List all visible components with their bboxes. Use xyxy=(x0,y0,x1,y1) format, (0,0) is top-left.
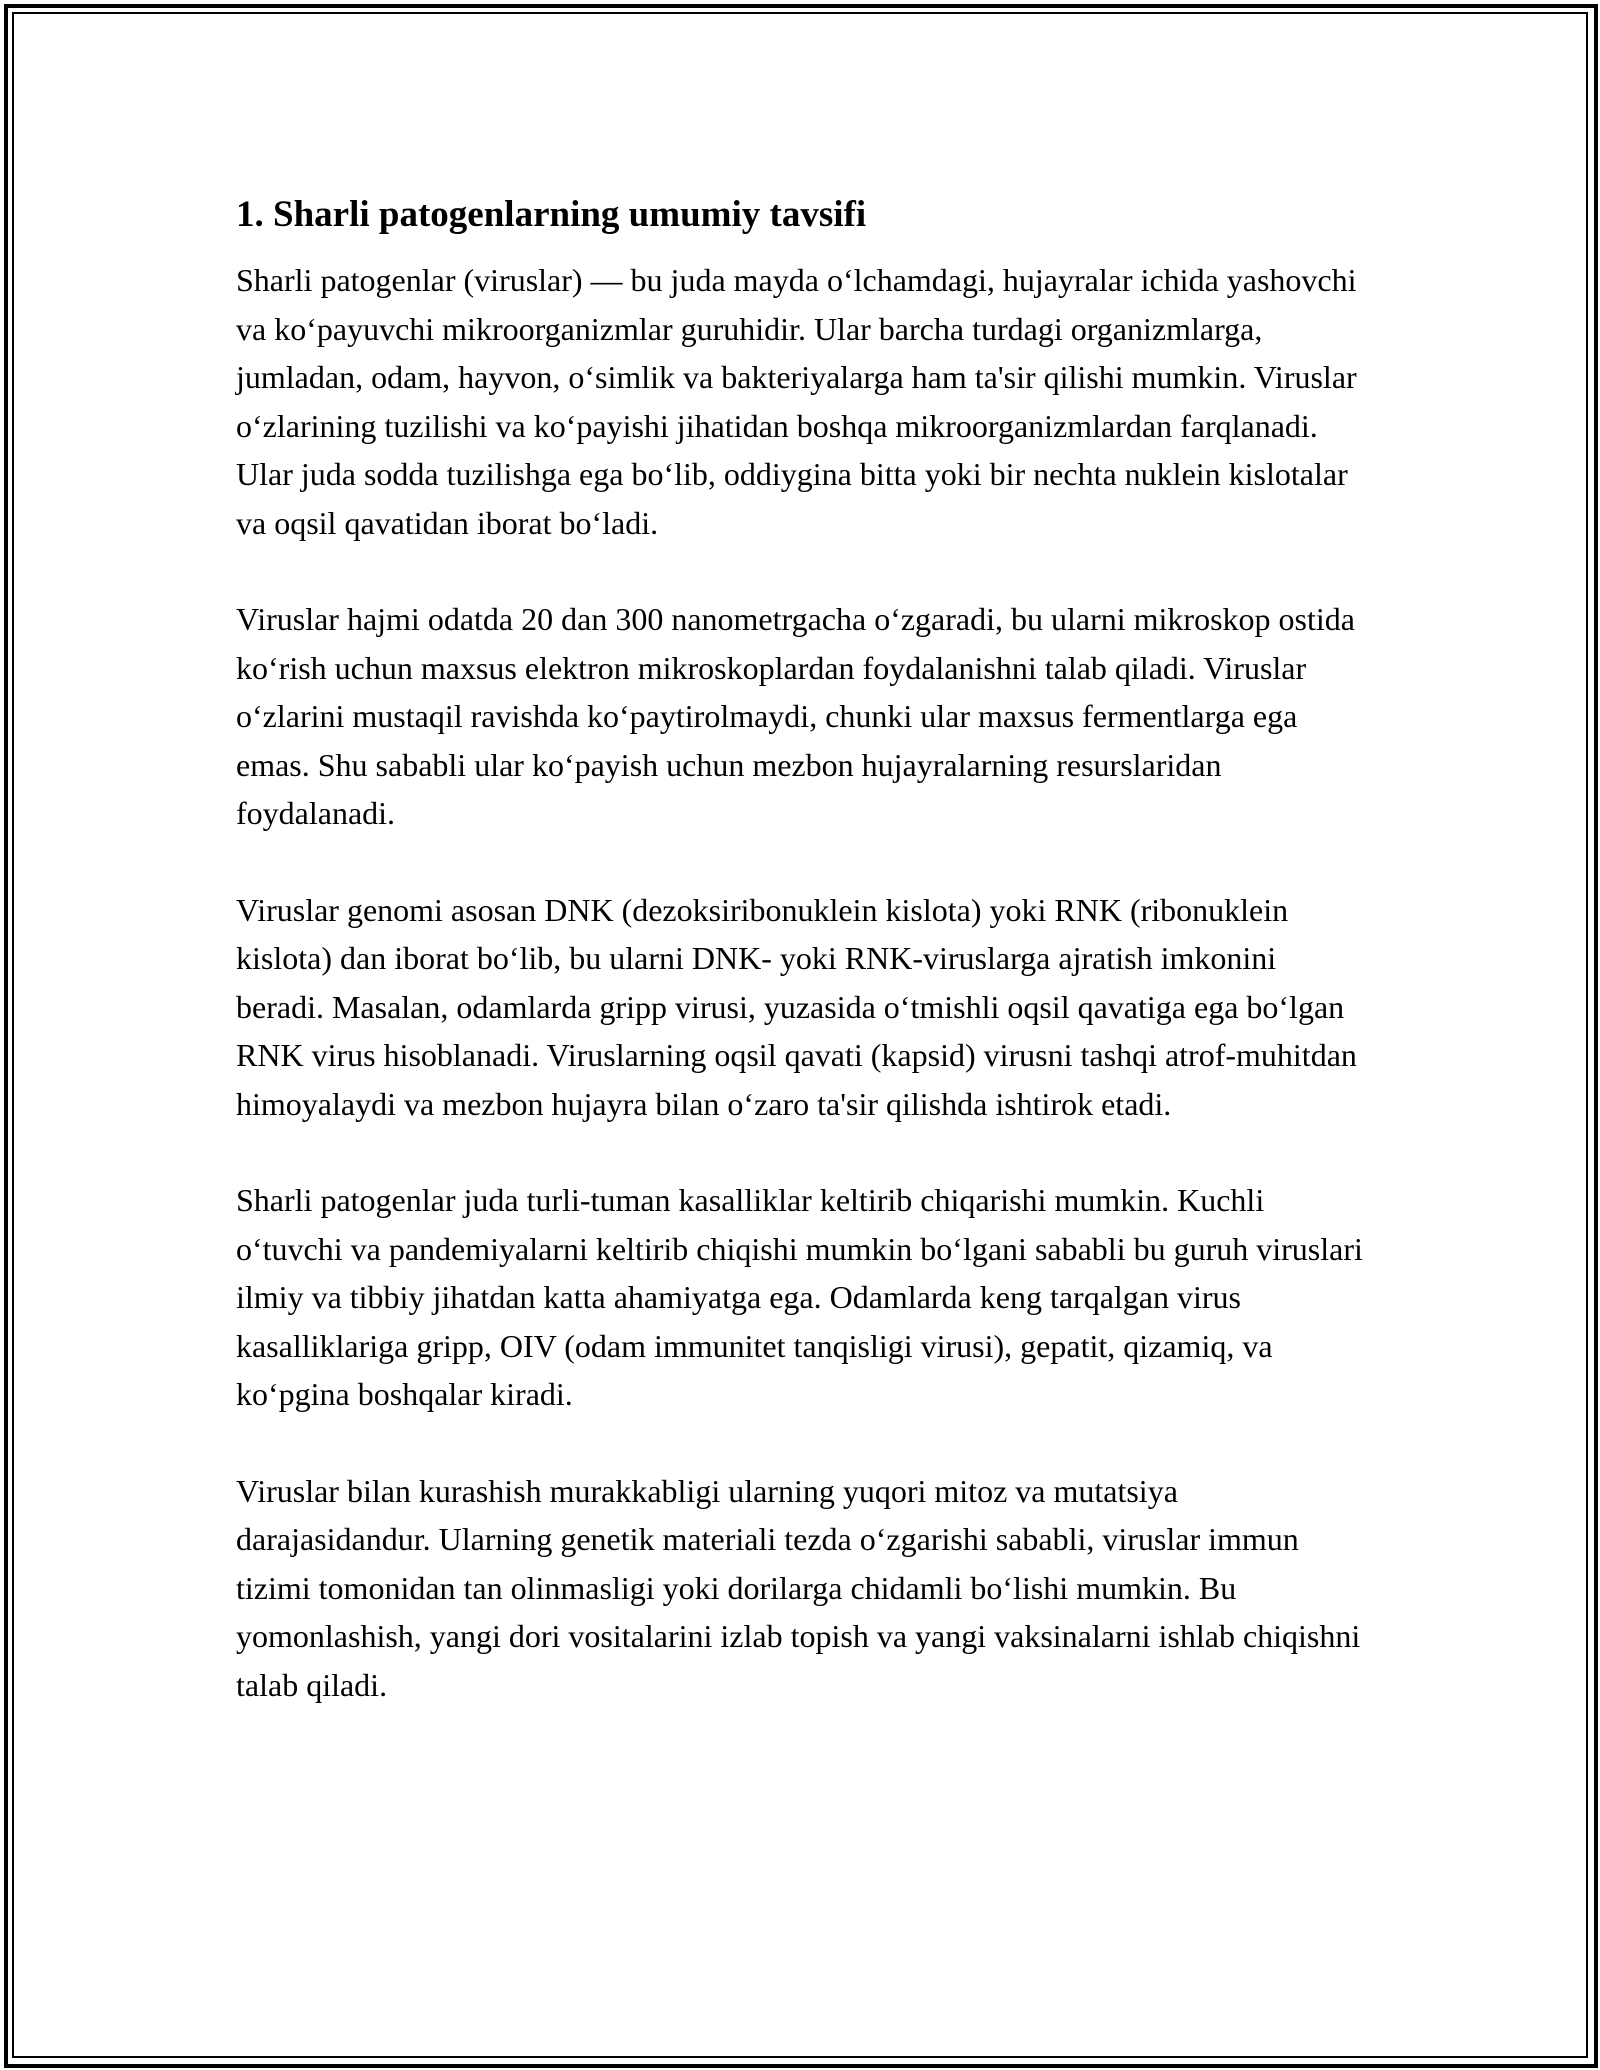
paragraph-1: Sharli patogenlar (viruslar) — bu juda mayda o‘lchamdagi, hujayralar ichida yashovchi va ko‘payuvchi mikroorganizmlar guruhidir. Ular barcha turdagi organizmlarga, jumladan, odam, hayvon, o‘simlik va bakteriyalarga ham ta'sir qilishi mumkin. Viruslar o‘zlarining tuzilishi va ko‘payishi jihatidan boshqa mikroorganizmlardan farqlanadi. Ular juda sodda tuzilishga ega bo‘lib, oddiygina bitta yoki bir nechta nuklein kislotalar va oqsil qavatidan iborat bo‘ladi. xyxy=(236,262,1357,541)
document-body xyxy=(236,186,1366,1757)
paragraph-5: Viruslar bilan kurashish murakkabligi ularning yuqori mitoz va mutatsiya darajasidandur. Ularning genetik materiali tezda o‘zgarishi sababli, viruslar immun tizimi tomonidan tan olinmasligi yoki dorilarga chidamli bo‘lishi mumkin. Bu yomonlashish, yangi dori vositalarini izlab topish va yangi vaksinalarni ishlab chiqishni talab qiladi. xyxy=(236,1472,1361,1703)
paragraph-4: Sharli patogenlar juda turli-tuman kasalliklar keltirib chiqarishi mumkin. Kuchli o‘tuvchi va pandemiyalarni keltirib chiqishi mumkin bo‘lgani sababli bu guruh viruslari ilmiy va tibbiy jihatdan katta ahamiyatga ega. Odamlarda keng tarqalgan virus kasalliklariga gripp, OIV (odam immunitet tanqisligi virusi), gepatit, qizamiq, va ko‘pgina boshqalar kiradi. xyxy=(236,1182,1363,1412)
paragraph-3: Viruslar genomi asosan DNK (dezoksiribonuklein kislota) yoki RNK (ribonuklein kislota) dan iborat bo‘lib, bu ularni DNK- yoki RNK-viruslarga ajratish imkonini beradi. Masalan, odamlarda gripp virusi, yuzasida o‘tmishli oqsil qavatiga ega bo‘lgan RNK virus hisoblanadi. Viruslarning oqsil qavati (kapsid) virusni tashqi atrof-muhitdan himoyalaydi va mezbon hujayra bilan o‘zaro ta'sir qilishda ishtirok etadi. xyxy=(236,891,1357,1122)
section-heading: 1. Sharli patogenlarning umumiy tavsifi xyxy=(236,194,867,235)
paragraph-2: Viruslar hajmi odatda 20 dan 300 nanometrgacha o‘zgaradi, bu ularni mikroskop ostida ko‘rish uchun maxsus elektron mikroskoplardan foydalanishni talab qiladi. Viruslar o‘zlarini mustaqil ravishda ko‘paytirolmaydi, chunki ular maxsus fermentlarga ega emas. Shu sababli ular ko‘payish uchun mezbon hujayralarning resurslaridan foydalanadi. xyxy=(236,601,1355,831)
